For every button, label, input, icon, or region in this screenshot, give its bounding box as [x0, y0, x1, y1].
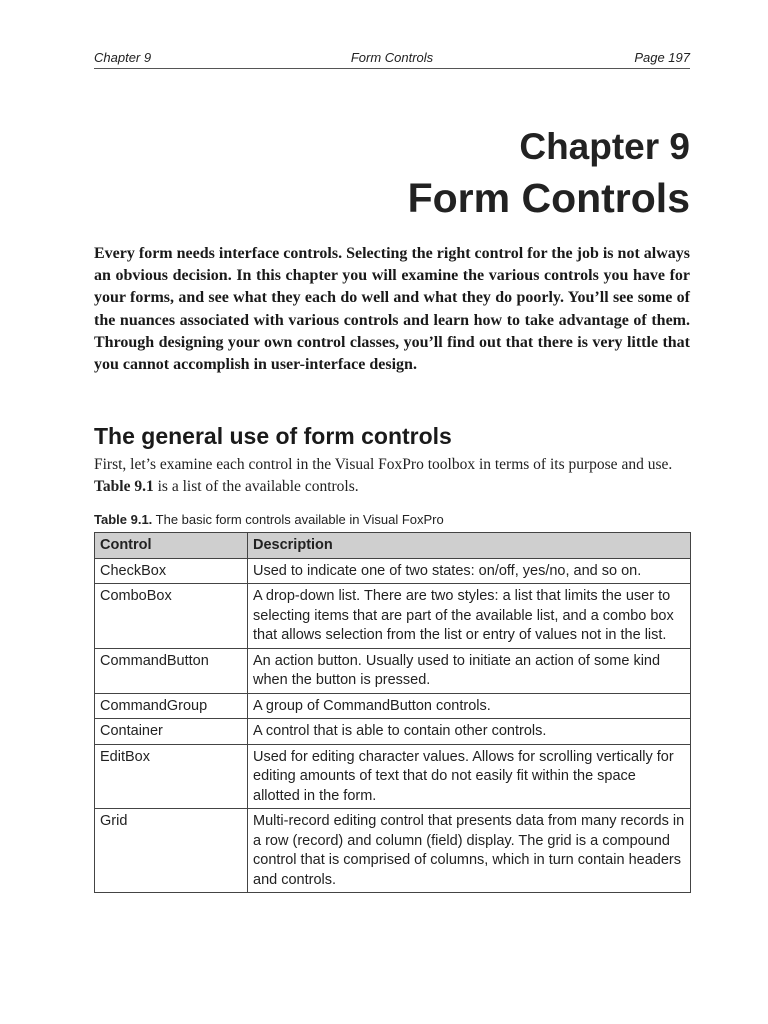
- controls-table: [94, 532, 691, 893]
- section-paragraph: [94, 454, 690, 498]
- table-caption-text: The basic form controls available in Visual FoxPro: [152, 512, 444, 527]
- description-cell: A drop-down list. There are two styles: a list that limits the user to selecting items that are part of the available list, and a combo box that allows selection from the list or entry of values not in the list.: [248, 584, 691, 649]
- description-cell: A group of CommandButton controls.: [248, 693, 691, 719]
- description-cell: Used to indicate one of two states: on/off, yes/no, and so on.: [248, 558, 691, 584]
- header-section-title: Form Controls: [350, 50, 434, 65]
- table-row: [95, 584, 691, 649]
- section-paragraph-text-start: First, let’s examine each control in the Visual FoxPro toolbox in terms of its purpose and use.: [94, 456, 673, 473]
- description-cell: A control that is able to contain other controls.: [248, 719, 691, 745]
- table-header-row: [95, 533, 691, 559]
- header-chapter-label: Chapter 9: [94, 50, 152, 65]
- control-name-cell: EditBox: [95, 744, 248, 809]
- table-caption: [94, 512, 444, 527]
- control-name-cell: Container: [95, 719, 248, 745]
- table-reference: Table 9.1: [94, 478, 154, 495]
- control-name-cell: CommandGroup: [95, 693, 248, 719]
- section-heading: The general use of form controls: [94, 423, 452, 449]
- control-name-cell: CommandButton: [95, 648, 248, 693]
- column-header-control: Control: [95, 533, 248, 559]
- control-name-cell: Grid: [95, 809, 248, 893]
- column-header-description: Description: [248, 533, 691, 559]
- table-row: [95, 719, 691, 745]
- chapter-number: Chapter 9: [519, 126, 690, 167]
- table-row: [95, 744, 691, 809]
- description-cell: An action button. Usually used to initiate an action of some kind when the button is pressed.: [248, 648, 691, 693]
- description-cell: Used for editing character values. Allows for scrolling vertically for editing amounts of text that do not easily fit within the space allotted in the form.: [248, 744, 691, 809]
- chapter-title: Form Controls: [407, 175, 690, 221]
- chapter-intro-paragraph: Every form needs interface controls. Selecting the right control for the job is not always an obvious decision. In this chapter you will examine the various controls you have for your forms, and see what they each do well and what they do poorly. You’ll see some of the nuances associated with various controls and learn how to take advantage of them. Through designing your own control classes, you’ll find out that there is very little that you cannot accomplish in user-interface design.: [94, 245, 690, 374]
- table-caption-label: Table 9.1.: [94, 512, 153, 527]
- table-row: [95, 558, 691, 584]
- table-row: [95, 693, 691, 719]
- description-cell: Multi-record editing control that presents data from many records in a row (record) and column (field) display. The grid is a compound control that is comprised of columns, which in turn contain headers and controls.: [248, 809, 691, 893]
- header-page-number: Page 197: [634, 50, 690, 65]
- control-name-cell: ComboBox: [95, 584, 248, 649]
- control-name-cell: CheckBox: [95, 558, 248, 584]
- table-row: [95, 648, 691, 693]
- running-header: [94, 50, 690, 69]
- table-row: [95, 809, 691, 893]
- section-paragraph-text-end: is a list of the available controls.: [153, 478, 359, 495]
